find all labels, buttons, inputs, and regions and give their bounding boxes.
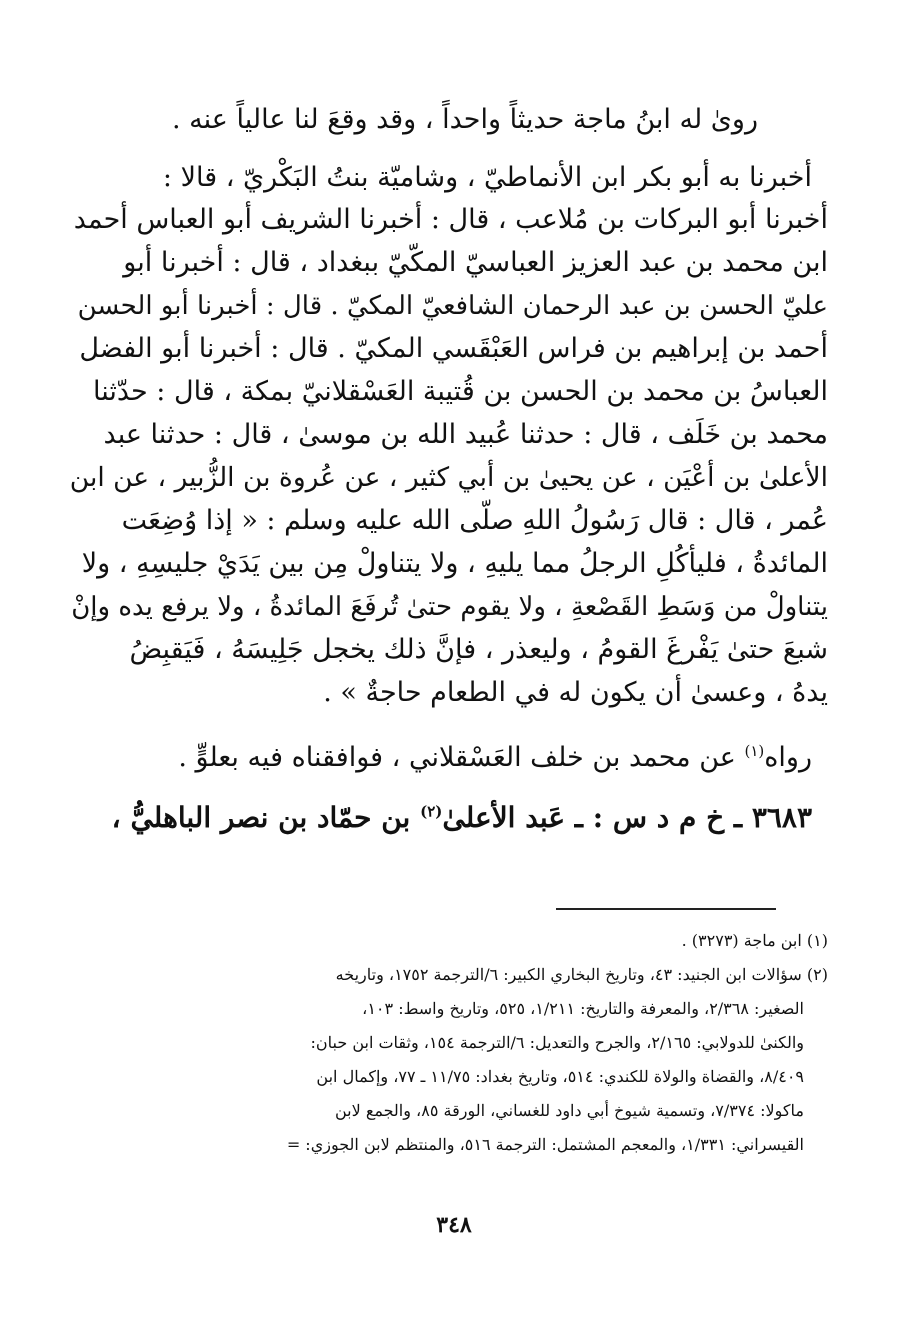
body-line: أحمد بن إبراهيم بن فراس العَبْقَسي المكيّ . قال : أخبرنا أبو الفضل bbox=[79, 333, 828, 364]
footnote-line: الصغير: ٢/٣٦٨، والمعرفة والتاريخ: ١/٢١١، ٥٢٥، وتاريخ واسط: ١٠٣، bbox=[362, 999, 804, 1018]
body-line: يدهُ ، وعسىٰ أن يكون له في الطعام حاجةٌ » . bbox=[323, 677, 828, 708]
footnote-ref-1: (١) bbox=[744, 742, 765, 760]
narration-line bbox=[178, 738, 812, 778]
footnote-line: (٢) سؤالات ابن الجنيد: ٤٣، وتاريخ البخاري الكبير: ٦/الترجمة ١٧٥٢، وتاريخه bbox=[335, 965, 828, 984]
body-line: أخبرنا أبو البركات بن مُلاعب ، قال : أخبرنا الشريف أبو العباس أحمد bbox=[73, 204, 828, 235]
entry-name: بن حمّاد بن نصر الباهليُّ ، bbox=[111, 801, 421, 834]
footnote-line: القيسراني: ١/٣٣١، والمعجم المشتمل: الترجمة ٥١٦، والمنتظم لابن الجوزي: = bbox=[286, 1135, 804, 1154]
narration-lead: رواه bbox=[764, 742, 812, 773]
entry-title: ٣٦٨٣ ـ خ م د س : ـ عَبد الأعلىٰ bbox=[442, 801, 812, 834]
body-line: ابن محمد بن عبد العزيز العباسيّ المكّيّ ببغداد ، قال : أخبرنا أبو bbox=[123, 247, 828, 278]
narration-text: عن محمد بن خلف العَسْقلاني ، فوافقناه فيه بعلوٍّ . bbox=[178, 742, 745, 773]
footnote-line: (١) ابن ماجة (٣٢٧٣) . bbox=[681, 931, 828, 950]
footnote-separator bbox=[556, 908, 776, 910]
body-line: محمد بن خَلَف ، قال : حدثنا عُبيد الله بن موسىٰ ، قال : حدثنا عبد bbox=[103, 419, 828, 450]
footnote-line: والكنىٰ للدولابي: ٢/١٦٥، والجرح والتعديل: ٦/الترجمة ١٥٤، وثقات ابن حبان: bbox=[310, 1033, 804, 1052]
body-line: المائدةُ ، فليأكُلِ الرجلُ مما يليهِ ، ولا يتناولْ مِن بين يَدَيْ جليسِهِ ، ولا bbox=[81, 548, 828, 579]
body-line: أخبرنا به أبو بكر ابن الأنماطيّ ، وشاميّة بنتُ البَكْريّ ، قالا : bbox=[162, 162, 812, 193]
footnote-line: ماكولا: ٧/٣٧٤، وتسمية شيوخ أبي داود للغساني، الورقة ٨٥، والجمع لابن bbox=[334, 1101, 804, 1120]
body-line: يتناولْ من وَسَطِ القَصْعةِ ، ولا يقوم حتىٰ تُرفَعَ المائدةُ ، ولا يرفع يده وإنْ bbox=[71, 592, 828, 622]
body-line: شبعَ حتىٰ يَفْرغَ القومُ ، وليعذر ، فإنَّ ذلك يخجل جَلِيسَهُ ، فَيَقبِضُ bbox=[129, 634, 828, 665]
footnote-ref-2: (٢) bbox=[420, 802, 443, 821]
entry-heading bbox=[112, 798, 812, 838]
footnote-line: ٨/٤٠٩، والقضاة والولاة للكندي: ٥١٤، وتاريخ بغداد: ١١/٧٥ ـ ٧٧، وإكمال ابن bbox=[316, 1067, 804, 1086]
body-line: عليّ الحسن بن عبد الرحمان الشافعيّ المكيّ . قال : أخبرنا أبو الحسن bbox=[77, 291, 828, 321]
page-number: ٣٤٨ bbox=[436, 1212, 472, 1238]
body-line: الأعلىٰ بن أعْيَن ، عن يحيىٰ بن أبي كثير ، عن عُروة بن الزُّبير ، عن ابن bbox=[69, 462, 828, 493]
body-line: روىٰ له ابنُ ماجة حديثاً واحداً ، وقد وقعَ لنا عالياً عنه . bbox=[172, 104, 758, 135]
body-line: عُمر ، قال : قال رَسُولُ اللهِ صلّى الله عليه وسلم : « إذا وُضِعَت bbox=[121, 505, 828, 536]
body-line: العباسُ بن محمد بن الحسن بن قُتيبة العَسْقلانيّ بمكة ، قال : حدّثنا bbox=[92, 376, 828, 407]
